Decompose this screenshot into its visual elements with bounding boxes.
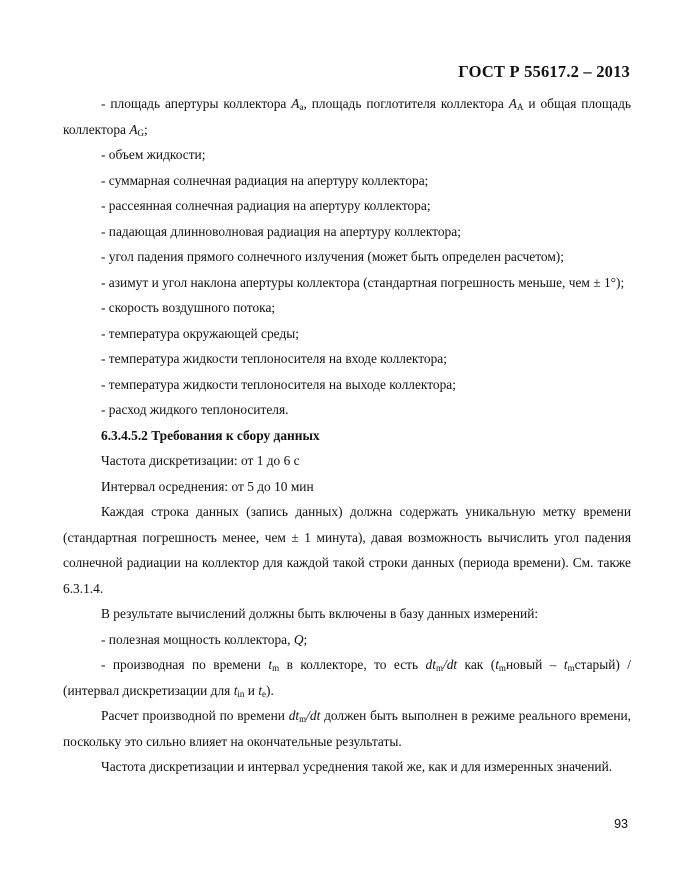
text-fragment: ). [266, 682, 274, 698]
paragraph-sampling-frequency: Частота дискретизации: от 1 до 6 с [101, 453, 300, 468]
document-header: ГОСТ Р 55617.2 – 2013 [458, 62, 630, 81]
text-fragment: Расчет производной по времени [101, 708, 289, 723]
subscript: G [137, 127, 145, 138]
subscript: m [272, 663, 280, 673]
list-item: - рассеянная солнечная радиация на апертуру коллектора; [101, 198, 431, 213]
subscript: m [299, 714, 307, 724]
text-fragment: в коллекторе, то есть [279, 657, 426, 672]
variable: Q [293, 631, 304, 647]
subscript: a [299, 102, 304, 112]
variable: dt [288, 708, 300, 723]
list-item: - суммарная солнечная радиация на апертуру коллектора; [101, 172, 429, 188]
variable: t [233, 682, 238, 698]
variable: t [495, 657, 499, 672]
paragraph-final: Частота дискретизации и интервал усреднения такой же, как и для измеренных значений. [101, 759, 613, 774]
list-item: - температура жидкости теплоносителя на выходе коллектора; [101, 376, 456, 392]
text-fragment: старый) / (интервал дискретизации для [63, 657, 631, 698]
list-item: - температура окружающей среды; [101, 325, 299, 341]
variable: /dt [442, 657, 458, 672]
text-fragment: и [244, 682, 259, 698]
subscript: m [498, 663, 506, 673]
subscript: in [237, 688, 245, 699]
list-item: - азимут и угол наклона апертуры коллектора (стандартная погрешность меньше, чем ± 1°); [101, 274, 625, 290]
list-item: - температура жидкости теплоносителя на входе коллектора; [101, 351, 447, 366]
list-item-derivative [63, 652, 631, 703]
list-item: - падающая длинноволновая радиация на апертуру коллектора; [101, 223, 461, 239]
text-fragment: , площадь поглотителя коллектора [303, 96, 509, 111]
variable: A [508, 96, 517, 111]
variable: A [129, 121, 138, 137]
text-fragment: как ( [457, 657, 496, 672]
page-number: 93 [614, 817, 628, 831]
text-fragment: и общая площадь коллектора [63, 96, 631, 137]
text-fragment: - производная по времени [101, 657, 269, 672]
list-item: - объем жидкости; [101, 147, 206, 162]
variable: t [563, 657, 568, 672]
text-fragment: ; [144, 121, 148, 137]
paragraph-timestamp: Каждая строка данных (запись данных) должна содержать уникальную метку времени (стандартная погрешность менее, чем ± 1 минута), давая возможность вычислить угол падения солнечной радиации на коллектор для каждой такой строки данных (периода времени). См. также 6.3.1.4. [63, 504, 631, 596]
text-fragment: - площадь апертуры коллектора [101, 96, 292, 111]
paragraph-results: В результате вычислений должны быть включены в базу данных измерений: [101, 606, 539, 621]
subscript: e [262, 688, 267, 699]
variable: A [291, 96, 300, 111]
paragraph-averaging-interval: Интервал осреднения: от 5 до 10 мин [101, 478, 314, 494]
variable: /dt [306, 708, 321, 723]
document-body [63, 91, 631, 780]
list-item-area [63, 91, 631, 142]
text-fragment: должен быть выполнен в режиме реального времени, поскольку это сильно влияет на окончательные результаты. [63, 708, 631, 749]
list-item: - угол падения прямого солнечного излучения (может быть определен расчетом); [101, 249, 564, 264]
variable: t [258, 682, 263, 698]
subscript: A [516, 102, 524, 112]
text-fragment: ; [303, 631, 308, 647]
subscript: m [567, 663, 575, 673]
list-item: - расход жидкого теплоносителя. [101, 402, 289, 417]
variable: dt [425, 657, 436, 672]
list-item-power [63, 627, 631, 653]
subscript: m [435, 663, 443, 673]
text-fragment: новый – [505, 657, 564, 672]
paragraph-realtime [63, 703, 631, 754]
list-item: - скорость воздушного потока; [101, 300, 276, 315]
text-fragment: - полезная мощность коллектора, [101, 631, 294, 647]
section-heading: 6.3.4.5.2 Требования к сбору данных [101, 427, 320, 443]
variable: t [268, 657, 273, 672]
